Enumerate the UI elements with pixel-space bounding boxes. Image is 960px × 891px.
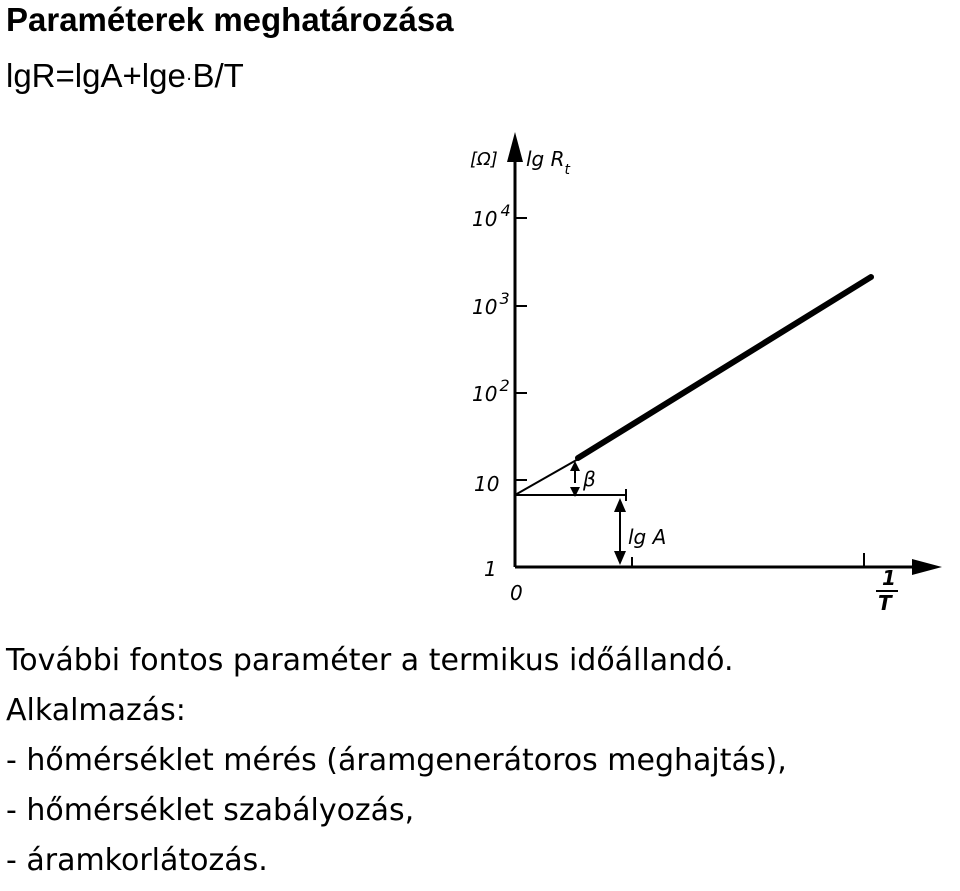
extrapolated-line bbox=[515, 458, 580, 495]
y-tick-label: 1 bbox=[484, 557, 497, 581]
text-line: - hőmérséklet mérés (áramgenerátoros meghajtás), bbox=[6, 743, 787, 778]
intercept-label: lg A bbox=[628, 525, 667, 549]
text-line: - hőmérséklet szabályozás, bbox=[6, 793, 415, 828]
lga-arrow-down bbox=[614, 551, 626, 565]
x-axis-label-numerator: 1 bbox=[882, 566, 896, 590]
text-line: Alkalmazás: bbox=[6, 693, 186, 728]
body-text bbox=[6, 636, 787, 886]
x-axis-arrow bbox=[912, 559, 942, 575]
characteristic-line bbox=[578, 277, 871, 458]
y-axis-label-subscript: t bbox=[564, 162, 571, 178]
formula-dot: · bbox=[185, 67, 193, 90]
x-axis-label-denominator: T bbox=[878, 591, 892, 615]
formula-right: B/T bbox=[192, 57, 244, 94]
y-tick-label: 10 $^2$ bbox=[472, 376, 510, 406]
text-line: További fontos paraméter a termikus időállandó. bbox=[6, 643, 734, 678]
formula-left: lgR=lgA+lge bbox=[6, 57, 186, 94]
lga-arrow-up bbox=[614, 498, 626, 512]
page-title: Paraméterek meghatározása bbox=[6, 1, 454, 38]
y-tick-label: 10 $^4$ bbox=[472, 201, 511, 231]
y-axis-label bbox=[526, 147, 571, 178]
text-line: - áramkorlátozás. bbox=[6, 843, 268, 878]
y-tick-label: 10 bbox=[474, 472, 500, 496]
y-axis-arrow bbox=[507, 132, 523, 162]
y-tick-label: 10 $^3$ bbox=[472, 289, 510, 319]
origin-label: 0 bbox=[510, 581, 523, 605]
angle-label: β bbox=[583, 467, 596, 491]
y-axis-label-main: lg R bbox=[526, 147, 565, 171]
y-unit-label: [Ω] bbox=[470, 149, 498, 170]
